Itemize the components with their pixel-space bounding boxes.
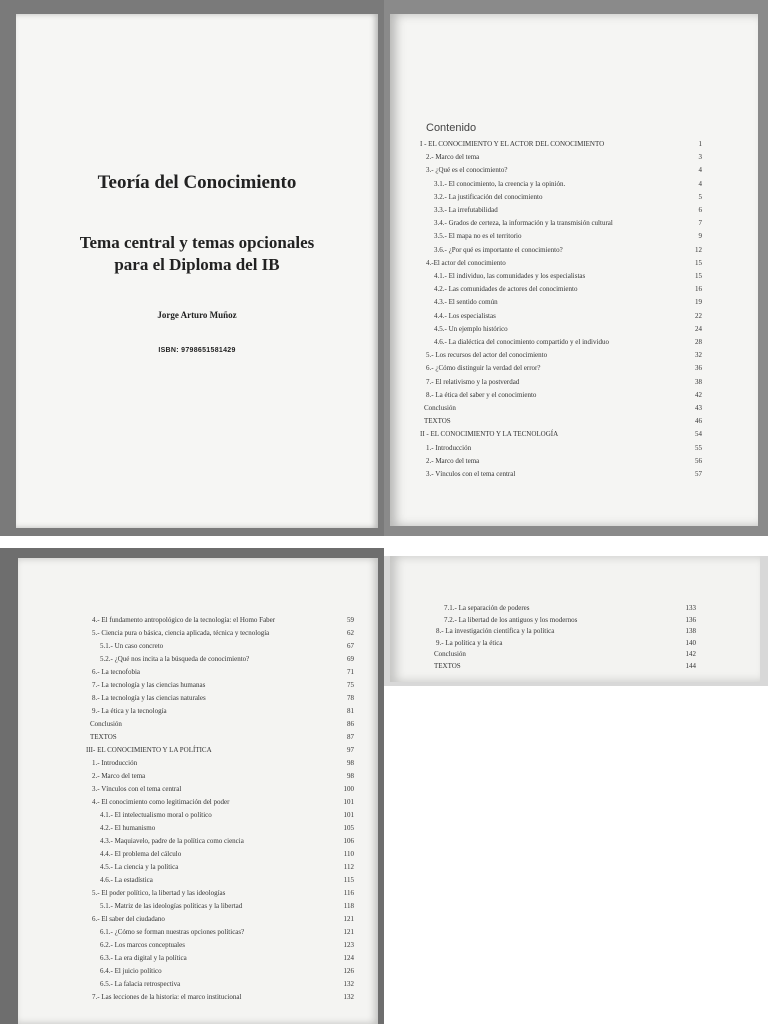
toc-entry-page: 101: [343, 811, 354, 819]
toc-entry-label: 4.- El conocimiento como legitimación del poder: [92, 798, 230, 806]
toc-entry-page: 100: [343, 785, 354, 793]
toc-entry-label: 1.- Introducción: [426, 443, 472, 452]
toc-entry-label: 6.- La tecnofobia: [92, 668, 141, 676]
toc-entry-page: 140: [685, 638, 696, 647]
toc-entry-label: 9.- La política y la ética: [436, 638, 503, 647]
toc-entry-page: 9: [698, 232, 702, 241]
toc-entry-label: 5.- El poder político, la libertad y las ideologías: [92, 889, 226, 897]
toc-entry-page: 110: [343, 850, 354, 858]
toc-entry-label: 2.- Marco del tema: [426, 153, 480, 162]
toc-entry-page: 43: [695, 404, 702, 412]
cover-scan: [0, 0, 384, 536]
toc-entry-label: 8.- La investigación científica y la política: [436, 627, 555, 636]
toc-entry-label: 4.3.- El sentido común: [434, 298, 498, 307]
toc-entry-page: 132: [343, 980, 354, 988]
toc-entry-label: 6.- ¿Cómo distinguir la verdad del error?: [426, 364, 541, 373]
toc-entry-label: 4.-El actor del conocimiento: [426, 258, 506, 267]
toc-entry-label: 4.6.- La estadística: [100, 876, 153, 884]
toc-entry-page: 15: [695, 272, 702, 280]
toc-entry-label: 6.1.- ¿Cómo se forman nuestras opciones políticas?: [100, 928, 245, 936]
toc-entry-label: 5.2.- ¿Qué nos incita a la búsqueda de conocimiento?: [100, 655, 250, 663]
toc-entry-page: 6: [698, 206, 702, 214]
toc-entry-label: Conclusión: [424, 404, 456, 412]
toc-entry-page: 71: [347, 668, 354, 676]
toc-entry-page: 42: [695, 390, 702, 399]
toc-entry-page: 133: [685, 604, 696, 612]
contents-page-3: [390, 556, 760, 682]
toc-entry-page: 1: [698, 140, 702, 148]
cover-page: [16, 14, 378, 528]
toc-entry-page: 28: [695, 338, 702, 346]
toc-entry-page: 55: [695, 443, 702, 452]
toc-entry-page: 4: [698, 179, 702, 188]
toc-entry-page: 97: [347, 746, 354, 754]
toc-entry-label: 5.1.- Un caso concreto: [100, 642, 164, 650]
toc-entry-page: 126: [343, 967, 354, 975]
toc-entry-page: 7: [698, 219, 702, 228]
toc-entry-page: 138: [685, 627, 696, 636]
toc-entry-page: 86: [347, 720, 354, 728]
toc-entry-label: 3.- Vínculos con el tema central: [92, 785, 182, 793]
subtitle-line-2: para el Diploma del IB: [114, 255, 280, 274]
toc-entry-label: 4.5.- Un ejemplo histórico: [434, 324, 508, 333]
toc-entry-page: 5: [698, 192, 702, 201]
toc-entry-page: 67: [347, 642, 354, 650]
toc-entry-page: 121: [343, 915, 354, 923]
toc-entry-label: 3.2.- La justificación del conocimiento: [434, 192, 543, 201]
toc-entry-label: 7.1.- La separación de poderes: [444, 604, 530, 612]
toc-entry-label: 4.6.- La dialéctica del conocimiento compartido y el individuo: [434, 338, 609, 346]
toc-entry-page: 19: [695, 298, 702, 307]
toc-entry-label: 5.1.- Matriz de las ideologías políticas y la libertad: [100, 902, 243, 910]
toc-entry-label: 3.- ¿Qué es el conocimiento?: [426, 166, 508, 175]
toc-entry-label: 1.- Introducción: [92, 759, 138, 767]
toc-entry-label: 3.4.- Grados de certeza, la información y la transmisión cultural: [434, 219, 613, 228]
contents-scan-1: [384, 0, 768, 536]
author-name: Jorge Arturo Muñoz: [157, 310, 237, 320]
toc-entry-label: 8.- La ética del saber y el conocimiento: [426, 390, 537, 399]
toc-entry-page: 16: [695, 285, 702, 294]
toc-entry-label: 6.3.- La era digital y la política: [100, 954, 187, 962]
toc-entry-label: 3.1.- El conocimiento, la creencia y la opinión.: [434, 179, 566, 188]
toc-entry-label: Conclusión: [90, 720, 122, 728]
toc-entry-page: 4: [698, 166, 702, 175]
toc-entry-page: 46: [695, 417, 702, 426]
toc-entry-label: 4.1.- El intelectualismo moral o político: [100, 811, 212, 819]
toc-entry-page: 144: [685, 662, 696, 670]
toc-entry-page: 57: [695, 470, 702, 478]
toc-entry-page: 136: [685, 615, 696, 624]
toc-entry-label: 4.3.- Maquiavelo, padre de la política como ciencia: [100, 837, 244, 845]
toc-entry-page: 12: [695, 245, 702, 254]
toc-entry-label: III- EL CONOCIMIENTO Y LA POLÍTICA: [86, 746, 212, 754]
toc-entry-page: 54: [695, 430, 702, 439]
toc-entry-label: 3.5.- El mapa no es el territorio: [434, 232, 522, 241]
toc-entry-page: 118: [343, 902, 354, 910]
toc-entry-page: 142: [685, 650, 696, 659]
toc-entry-page: 78: [347, 694, 354, 702]
toc-entry-page: 15: [695, 258, 702, 267]
toc-entry-page: 98: [347, 759, 354, 767]
toc-entry-label: 3.6.- ¿Por qué es importante el conocimiento?: [434, 245, 563, 254]
toc-entry-label: 4.1.- El individuo, las comunidades y los especialistas: [434, 272, 586, 280]
toc-entry-page: 115: [343, 876, 354, 884]
isbn-label: ISBN: 9798651581429: [158, 347, 236, 354]
toc-entry-label: 5.- Ciencia pura o básica, ciencia aplicada, técnica y tecnología: [92, 629, 270, 637]
toc-entry-label: 6.4.- El juicio político: [100, 967, 162, 975]
toc-entry-label: II - EL CONOCIMIENTO Y LA TECNOLOGÍA: [420, 430, 559, 439]
book-subtitle: [16, 232, 378, 276]
toc-entry-page: 105: [343, 824, 354, 832]
toc-entry-page: 101: [343, 798, 354, 806]
contents-heading: Contenido: [426, 122, 477, 134]
toc-entry-label: 4.5.- La ciencia y la política: [100, 863, 179, 871]
toc-entry-page: 75: [347, 681, 354, 689]
toc-entry-page: 62: [347, 629, 354, 637]
toc-entry-page: 22: [695, 311, 702, 320]
toc-entry-page: 69: [347, 655, 354, 663]
toc-entry-label: TEXTOS: [424, 417, 451, 426]
toc-entry-page: 112: [343, 863, 354, 871]
toc-entry-label: TEXTOS: [90, 733, 117, 741]
toc-entry-label: 2.- Marco del tema: [426, 456, 480, 465]
toc-entry-page: 123: [343, 941, 354, 949]
toc-entry-label: Conclusión: [434, 650, 466, 659]
toc-entry-label: 7.- Las lecciones de la historia: el marco institucional: [92, 993, 242, 1001]
toc-entry-page: 38: [695, 377, 702, 386]
toc-entry-label: 2.- Marco del tema: [92, 772, 146, 780]
toc-entry-page: 59: [347, 616, 354, 624]
toc-entry-page: 116: [343, 889, 354, 897]
toc-entry-label: 5.- Los recursos del actor del conocimiento: [426, 351, 548, 360]
toc-entry-label: I - EL CONOCIMIENTO Y EL ACTOR DEL CONOCIMIENTO: [420, 140, 605, 148]
contents-scan-3: [384, 556, 768, 686]
toc-entry-page: 36: [695, 364, 702, 373]
toc-entry-page: 24: [695, 324, 702, 333]
toc-entry-page: 32: [695, 351, 702, 360]
toc-entry-label: 3.3.- La irrefutabilidad: [434, 206, 498, 214]
toc-entry-page: 124: [343, 954, 354, 962]
toc-entry-label: 6.2.- Los marcos conceptuales: [100, 941, 185, 949]
toc-entry-label: 8.- La tecnología y las ciencias naturales: [92, 694, 206, 702]
book-title: Teoría del Conocimiento: [97, 172, 297, 193]
toc-entry-label: 7.2.- La libertad de los antiguos y los modernos: [444, 615, 578, 624]
toc-entry-label: 7.- La tecnología y las ciencias humanas: [92, 681, 206, 689]
toc-entry-page: 56: [695, 456, 702, 465]
toc-entry-page: 121: [343, 928, 354, 936]
contents-scan-2: [0, 548, 384, 1024]
toc-entry-page: 98: [347, 772, 354, 780]
toc-entry-label: TEXTOS: [434, 662, 461, 670]
toc-entry-label: 7.- El relativismo y la postverdad: [426, 377, 520, 386]
toc-entry-page: 87: [347, 733, 354, 741]
toc-entry-label: 6.5.- La falacia retrospectiva: [100, 980, 181, 988]
toc-entry-page: 106: [343, 837, 354, 845]
toc-entry-page: 3: [698, 153, 702, 162]
contents-page-2: [18, 558, 378, 1024]
toc-entry-label: 4.2.- Las comunidades de actores del conocimiento: [434, 285, 578, 294]
contents-page-1: [390, 14, 758, 526]
toc-entry-label: 9.- La ética y la tecnología: [92, 707, 167, 715]
toc-entry-label: 4.4.- Los especialistas: [434, 311, 496, 320]
toc-entry-page: 81: [347, 707, 354, 715]
toc-entry-label: 3.- Vínculos con el tema central: [426, 470, 516, 478]
toc-entry-page: 132: [343, 993, 354, 1001]
toc-entry-label: 4.- El fundamento antropológico de la tecnología: el Homo Faber: [92, 616, 276, 624]
toc-entry-label: 4.4.- El problema del cálculo: [100, 850, 182, 858]
subtitle-line-1: Tema central y temas opcionales: [79, 233, 315, 252]
toc-entry-label: 6.- El saber del ciudadano: [92, 915, 165, 923]
toc-entry-label: 4.2.- El humanismo: [100, 824, 156, 832]
